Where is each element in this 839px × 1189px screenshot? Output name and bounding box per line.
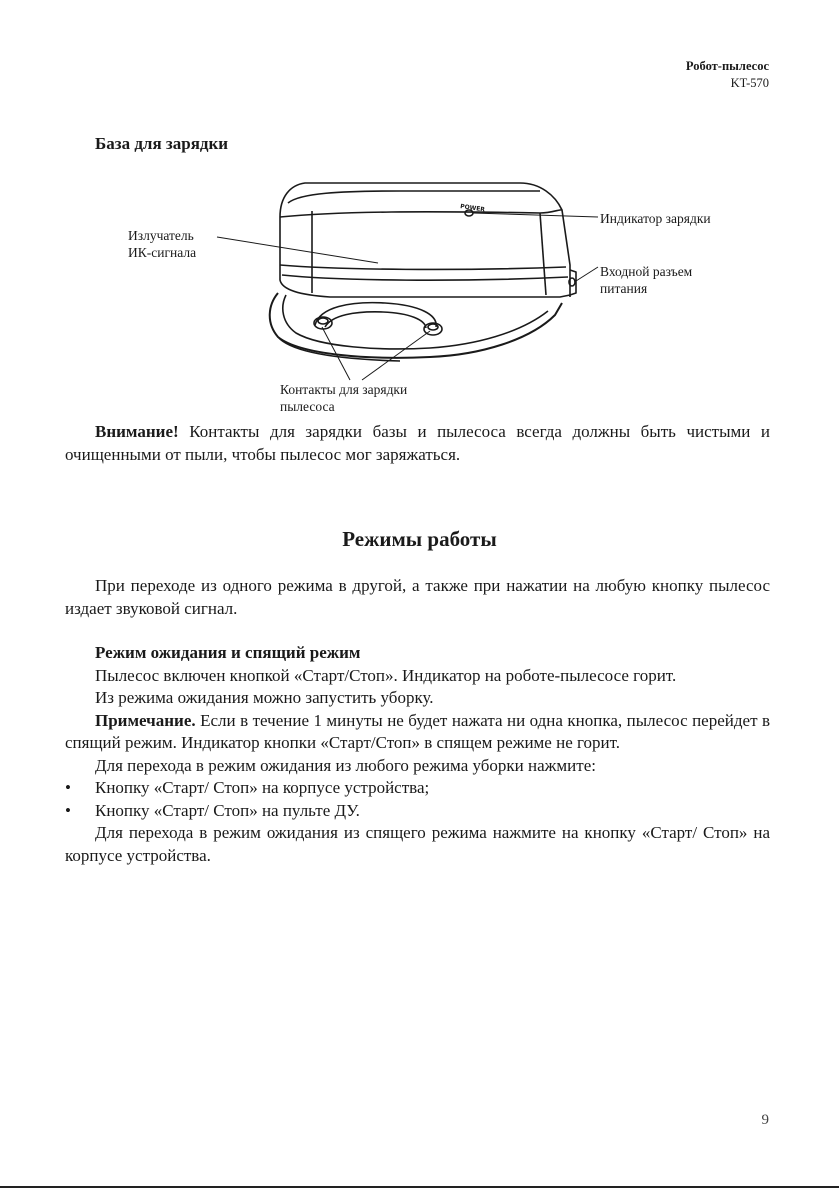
charging-base-figure (100, 175, 760, 420)
power-label-on-base: POWER (459, 203, 486, 214)
bullet-mark: • (65, 778, 71, 797)
section-title-charging-base: База для зарядки (95, 134, 229, 153)
page-number: 9 (761, 1112, 769, 1128)
label-power-jack-line1: Входной разъем (600, 264, 693, 279)
standby-line1: Пылесос включен кнопкой «Старт/Стоп». Индикатор на роботе-пылесосе горит. (95, 665, 677, 685)
sleep-exit-paragraph: Для перехода в режим ожидания из спящего режима нажмите на кнопку «Старт/ Стоп» на корпусе устройства. (65, 823, 770, 865)
list-item (65, 777, 770, 800)
label-contacts-line1: Контакты для зарядки (280, 382, 408, 397)
label-power-jack-line2: питания (600, 281, 648, 296)
header-title: Робот-пылесос (685, 59, 769, 73)
header-model: KT-570 (730, 76, 769, 90)
label-ir-emitter-line2: ИК-сигнала (128, 245, 197, 260)
standby-sleep-subtitle: Режим ожидания и спящий режим (95, 643, 361, 662)
modes-body (65, 575, 770, 867)
note-label: Примечание. (95, 710, 196, 730)
note-paragraph (65, 710, 770, 755)
warning-label: Внимание! (95, 422, 179, 441)
bullet-mark: • (65, 800, 71, 820)
modes-intro: При переходе из одного режима в другой, а также при нажатии на любую кнопку пылесос издает звуковой сигнал. (65, 576, 770, 618)
warning-paragraph (65, 421, 770, 466)
section-title-modes: Режимы работы (342, 527, 497, 551)
bullet-text-2: Кнопку «Старт/ Стоп» на пульте ДУ. (95, 800, 360, 820)
label-ir-emitter-line1: Излучатель (128, 228, 194, 243)
footer-rule (0, 1186, 839, 1188)
note-text: Если в течение 1 минуты не будет нажата ни одна кнопка, пылесос перейдет в спящий режим. Индикатор кнопки «Старт/Стоп» в спящем режиме не горит. (65, 710, 770, 752)
standby-intro: Для перехода в режим ожидания из любого режима уборки нажмите: (95, 755, 596, 775)
label-charge-indicator: Индикатор зарядки (600, 211, 711, 226)
label-contacts-line2: пылесоса (280, 399, 335, 414)
list-item (65, 800, 770, 823)
warning-text: Контакты для зарядки базы и пылесоса всегда должны быть чистыми и очищенными от пыли, чтобы пылесос мог заряжаться. (65, 422, 770, 464)
standby-line2: Из режима ожидания можно запустить уборку. (95, 688, 434, 707)
bullet-text-1: Кнопку «Старт/ Стоп» на корпусе устройства; (95, 778, 430, 797)
